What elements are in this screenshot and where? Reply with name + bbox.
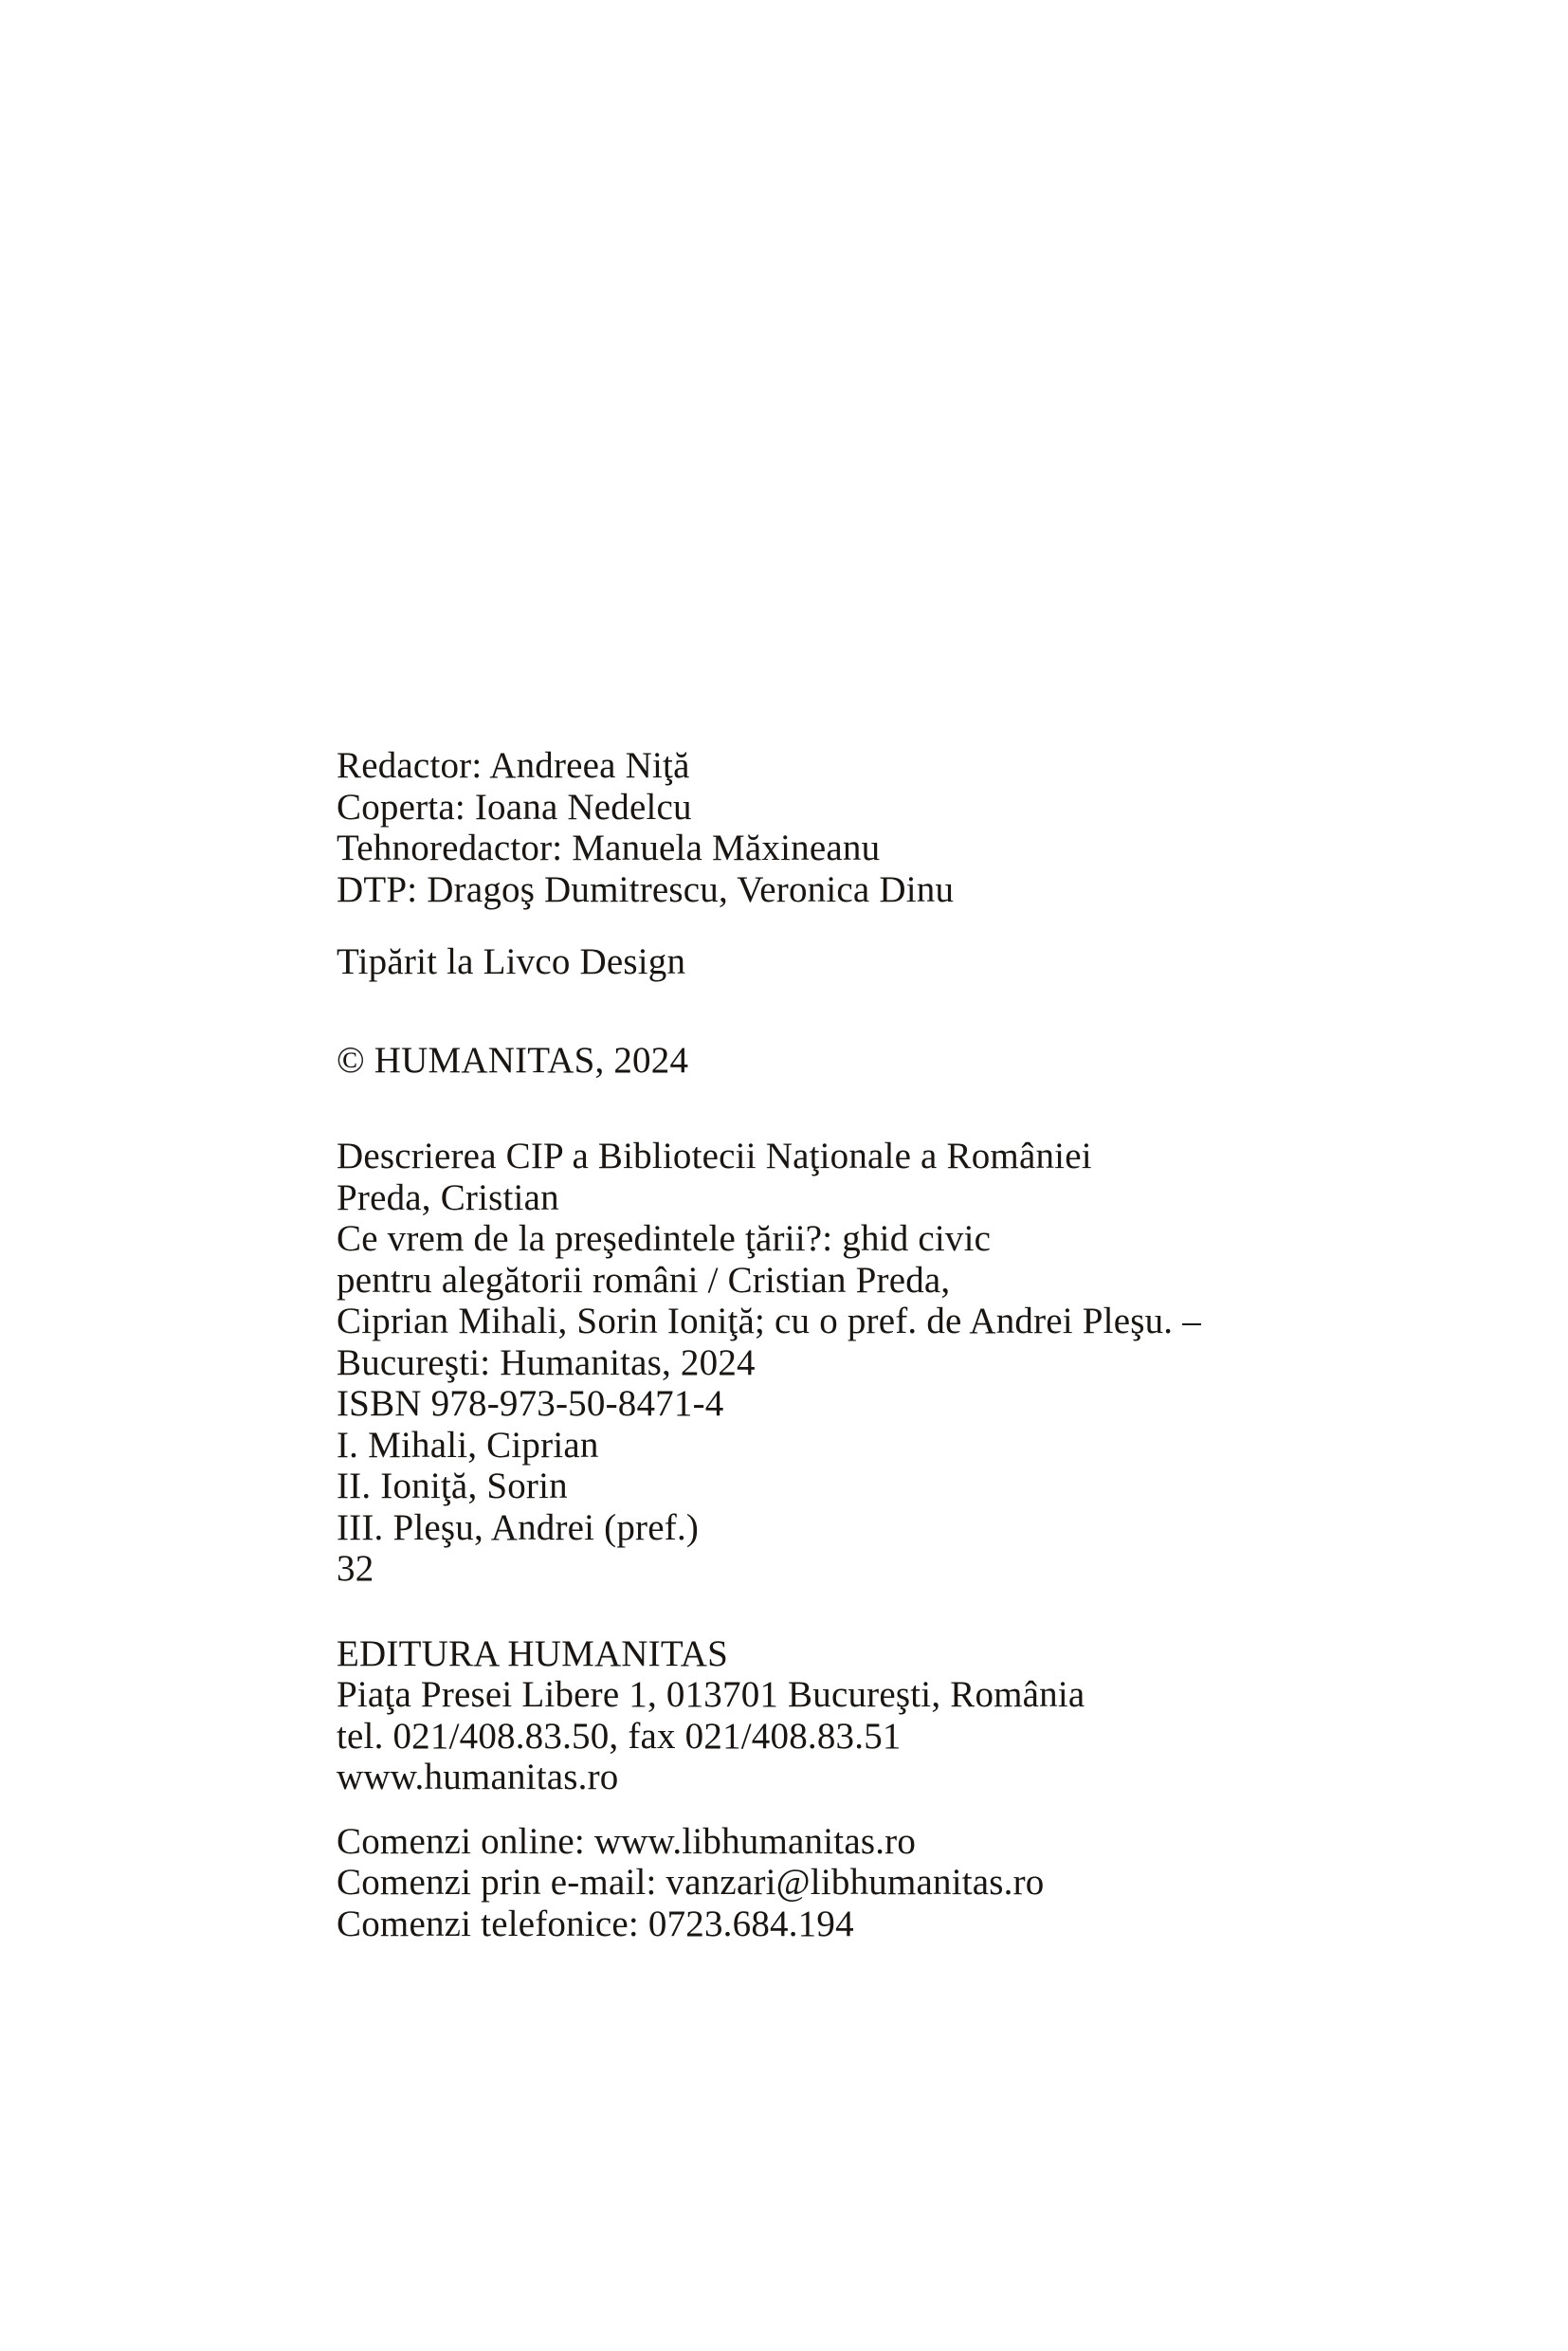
redactor-line: Redactor: Andreea Niţă <box>337 745 690 786</box>
isbn-line: ISBN 978-973-50-8471-4 <box>337 1383 724 1424</box>
printer-block <box>337 941 1379 983</box>
credits-block <box>337 745 1379 910</box>
tehnoredactor-line: Tehnoredactor: Manuela Măxineanu <box>337 828 881 868</box>
copyright-block <box>337 1040 1379 1082</box>
publisher-address-line: Piaţa Presei Libere 1, 013701 Bucureşti, România <box>337 1674 1085 1715</box>
dtp-line: DTP: Dragoş Dumitrescu, Veronica Dinu <box>337 868 955 910</box>
publisher-website-line: www.humanitas.ro <box>337 1757 619 1797</box>
orders-block <box>337 1821 1379 1945</box>
cip-entry-1-line: I. Mihali, Ciprian <box>337 1424 599 1466</box>
cip-entry-3-line: III. Pleşu, Andrei (pref.) <box>337 1506 700 1548</box>
copyright-line: © HUMANITAS, 2024 <box>337 1039 689 1081</box>
cip-title-line-3: Ciprian Mihali, Sorin Ioniţă; cu o pref. de Andrei Pleşu. – <box>337 1301 1201 1341</box>
cip-title-line-2: pentru alegătorii români / Cristian Preda, <box>337 1259 951 1301</box>
cip-title-line-1: Ce vrem de la preşedintele ţării?: ghid civic <box>337 1218 992 1259</box>
cip-block <box>337 1136 1379 1590</box>
colophon-text-block <box>337 745 1379 1944</box>
cip-classification-line: 32 <box>337 1548 374 1589</box>
cip-entry-2-line: II. Ioniţă, Sorin <box>337 1466 568 1506</box>
publisher-block <box>337 1633 1379 1798</box>
printer-line: Tipărit la Livco Design <box>337 941 686 982</box>
cip-heading-line: Descrierea CIP a Bibliotecii Naţionale a României <box>337 1136 1092 1176</box>
orders-email-line: Comenzi prin e-mail: vanzari@libhumanitas.ro <box>337 1862 1045 1903</box>
publisher-name-line: EDITURA HUMANITAS <box>337 1632 729 1674</box>
orders-phone-line: Comenzi telefonice: 0723.684.194 <box>337 1903 854 1944</box>
cip-imprint-line: Bucureşti: Humanitas, 2024 <box>337 1341 756 1383</box>
cip-author-line: Preda, Cristian <box>337 1176 559 1218</box>
publisher-phone-line: tel. 021/408.83.50, fax 021/408.83.51 <box>337 1715 902 1757</box>
coperta-line: Coperta: Ioana Nedelcu <box>337 786 692 828</box>
orders-online-line: Comenzi online: www.libhumanitas.ro <box>337 1820 917 1862</box>
